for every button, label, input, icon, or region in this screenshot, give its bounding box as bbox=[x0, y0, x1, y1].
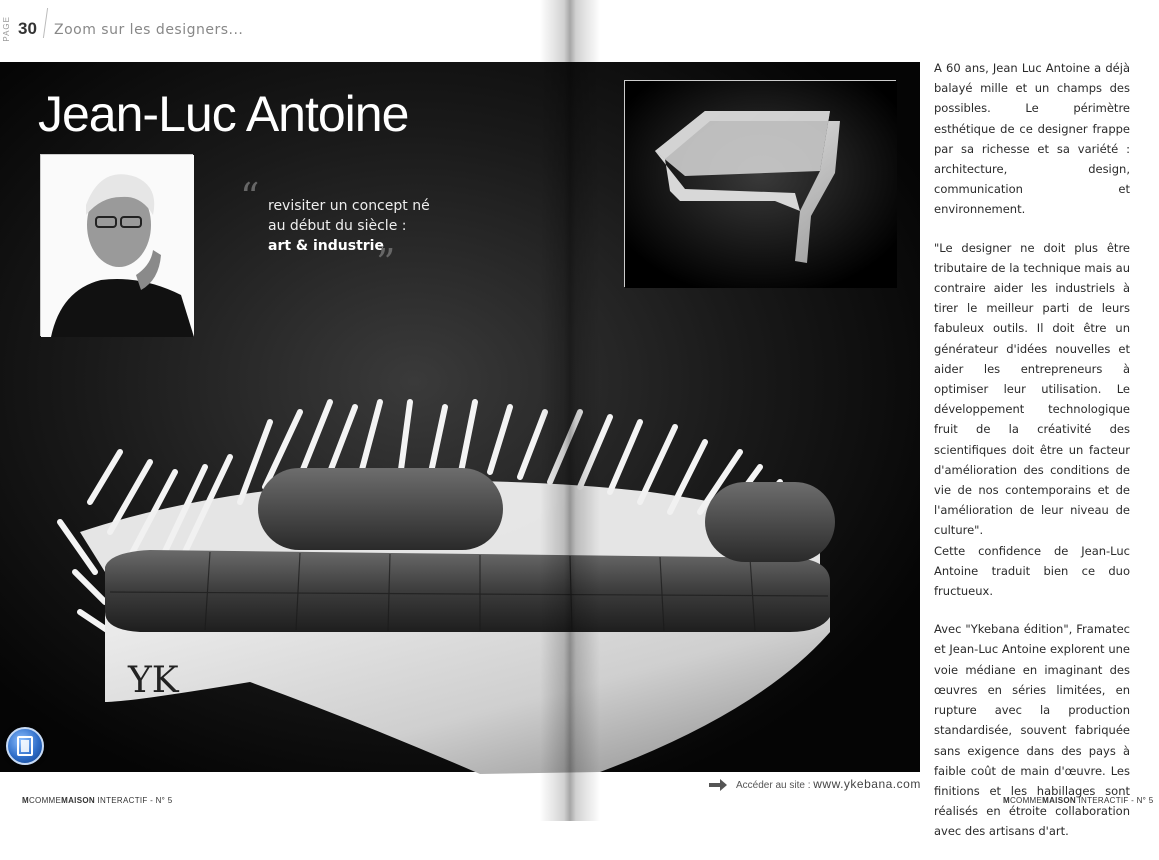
quote-close-mark: ” bbox=[376, 241, 396, 285]
article-body bbox=[934, 58, 1130, 860]
page-number: 30 bbox=[18, 19, 37, 38]
sofa-image bbox=[0, 382, 920, 834]
quote-open-mark: “ bbox=[240, 175, 260, 219]
media-button[interactable] bbox=[6, 727, 44, 765]
footer-brand-left: MCOMMEMAISON INTERACTIF - N° 5 bbox=[22, 796, 173, 805]
page-header bbox=[0, 0, 1159, 60]
sofa-logo: YK bbox=[128, 660, 179, 701]
section-title: Zoom sur les designers... bbox=[54, 22, 244, 38]
visit-label: Accéder au site : bbox=[736, 780, 811, 791]
designer-portrait bbox=[40, 154, 193, 336]
film-icon bbox=[8, 729, 42, 763]
footer-brand-right: MCOMMEMAISON INTERACTIF - N° 5 bbox=[1003, 796, 1154, 805]
article-paragraph: Cette confidence de Jean-Luc Antoine traduit bien ce duo fructueux. bbox=[934, 543, 1130, 599]
article-paragraph: "Le designer ne doit plus être tributaire de la technique mais au contraire aider les industriels à tirer le meilleur parti de leurs fabuleux outils. Il doit être un générateur d'idées nouvelles et aider les entrepreneurs à optimiser leur utilisation. Le développement technologique fruit de la créativité des scientifiques doit être un facteur d'amélioration des conditions de vie de nos contemporains et de l'amélioration de leur niveau de culture". bbox=[934, 240, 1130, 538]
portrait-image bbox=[41, 155, 194, 337]
header-divider bbox=[43, 8, 48, 38]
article-title: Jean-Luc Antoine bbox=[38, 86, 409, 142]
page-word: PAGE bbox=[2, 16, 11, 42]
table-photo bbox=[624, 80, 896, 287]
visit-url: www.ykebana.com bbox=[813, 777, 921, 791]
quote-emphasis: art & industrie bbox=[268, 238, 384, 254]
quote-line: au début du siècle : bbox=[268, 218, 407, 234]
article-paragraph: A 60 ans, Jean Luc Antoine a déjà balayé mille et un champs des possibles. Le périmètre esthétique de ce designer frappe par sa richesse et sa variété : architecture, design, communication et environnement. bbox=[934, 61, 1130, 217]
pull-quote bbox=[268, 196, 430, 256]
quote-line: revisiter un concept né bbox=[268, 198, 430, 214]
article-paragraph: Avec "Ykebana édition", Framatec et Jean-Luc Antoine explorent une voie médiane en imaginant des œuvres en séries limitées, en rupture avec la production standardisée, souvent fabriquée sans exigence dans des pays à faible coût de main d'œuvre. Les finitions et les habillages sont réalisés en étroite collaboration avec des artisans d'art. bbox=[934, 622, 1130, 839]
